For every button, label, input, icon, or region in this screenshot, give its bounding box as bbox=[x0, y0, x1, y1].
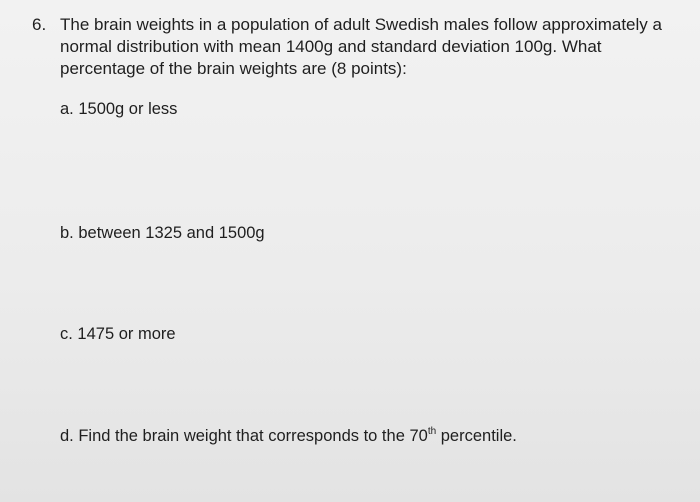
part-b: b. between 1325 and 1500g bbox=[60, 224, 265, 242]
question-number: 6. bbox=[32, 15, 47, 34]
question-stem bbox=[60, 14, 690, 80]
part-d-text-end: percentile. bbox=[436, 427, 517, 445]
ordinal-suffix: th bbox=[427, 425, 437, 437]
part-d-text: d. Find the brain weight that corresponds to the 70 bbox=[60, 427, 428, 445]
question-stem-line: normal distribution with mean 1400g and standard deviation 100g. What bbox=[60, 37, 602, 56]
part-a: a. 1500g or less bbox=[60, 100, 178, 118]
part-c: c. 1475 or more bbox=[60, 325, 176, 343]
part-d bbox=[60, 425, 517, 447]
question-stem-line: The brain weights in a population of adult Swedish males follow approximately a bbox=[60, 15, 662, 34]
question-stem-line: percentage of the brain weights are (8 points): bbox=[60, 59, 407, 78]
